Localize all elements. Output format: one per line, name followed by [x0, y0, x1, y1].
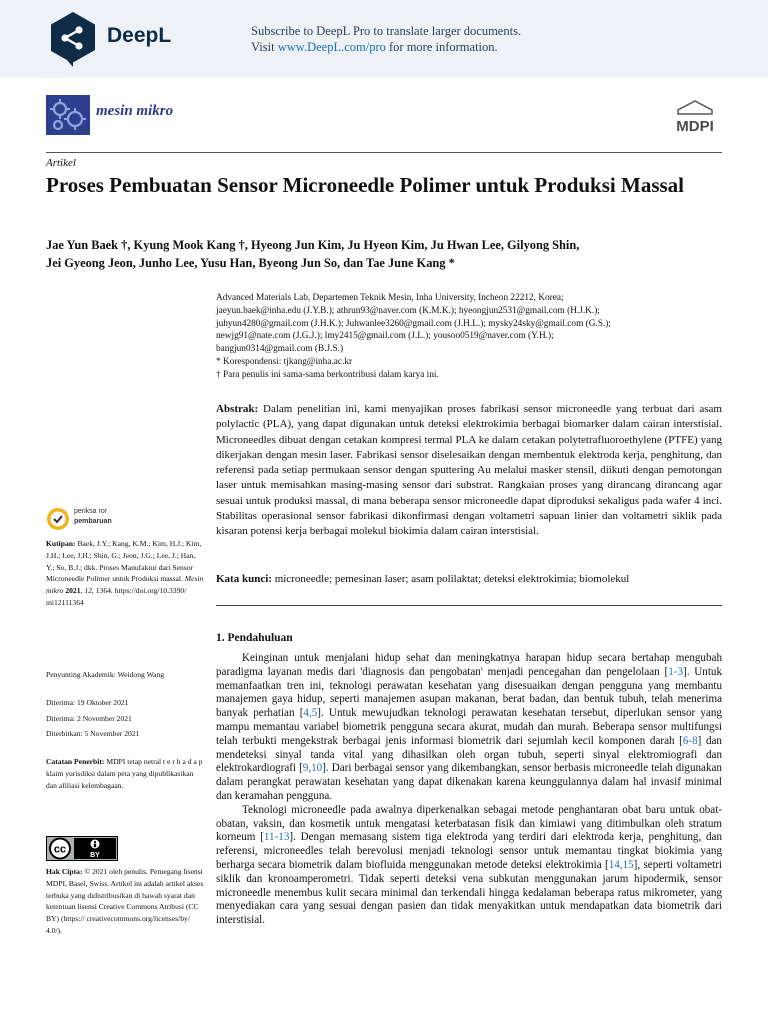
- publisher-note-text: MDPI tetap netral t e r h a d a p klaim yurisdiksi dalam peta yang dipublikasikan dan afiliasi kelembagaan.: [46, 757, 203, 790]
- author-list: [46, 236, 726, 272]
- copyright-text: © 2021 oleh penulis. Pemegang lisensi MDPI, Basel, Swiss. Artikel ini adalah artikel akses terbuka yang didistribusikan di bawah syarat dan ketentuan lisensi Creative Commons Atribusi (CC BY) (https:// creativecommons.org/licenses/by/ 4.0/).: [46, 867, 204, 935]
- svg-text:BY: BY: [90, 852, 100, 859]
- affiliation-line: Advanced Materials Lab, Departemen Teknik Mesin, Inha University, Incheon 22212, Korea;: [216, 293, 564, 303]
- date-accepted: Diterima: 2 November 2021: [46, 714, 132, 723]
- reference-link[interactable]: 9,10: [302, 762, 323, 775]
- deepl-pro-link[interactable]: www.DeepL.com/pro: [277, 40, 386, 54]
- deepl-banner: [0, 0, 768, 78]
- journal-name: mesin mikro: [96, 103, 174, 119]
- banner-line-2-prefix: Visit: [251, 40, 278, 54]
- abstract-label: Abstrak:: [216, 403, 259, 415]
- affiliation-line: juhyun4280@gmail.com (J.H.K.); Juhwanlee3260@gmail.com (J.H.L.); mysky24sky@gmail.com (G.S.);: [216, 318, 611, 329]
- p1-text-b: ]. Untuk memanfaatkan tren ini, teknologi perawatan kesehatan yang disesuaikan dengan pengguna yang membantu manajemen gaya hidup, seperti manajemen asupan makanan, berat badan, dan bentuk tubuh, telah menerima banyak perhatian [: [216, 665, 722, 720]
- reference-link[interactable]: 1-3: [668, 665, 683, 678]
- deepl-brand: DeepL: [107, 24, 172, 47]
- article-type: Artikel: [46, 157, 76, 169]
- date-received: Diterima: 19 Oktober 2021: [46, 698, 129, 707]
- p1-text-c: ]. Untuk mewujudkan teknologi perawatan kesehatan tersebut, diperlukan sensor yang mampu memantau variabel biometrik pengguna secara akurat, mudah dan murah. Beberapa sensor multifungsi telah terbukti mengekstrak berbagai jenis informasi biometrik dari sejumlah kecil komponen darah [: [216, 707, 722, 747]
- citation-journal: Mesin mikro: [46, 574, 204, 596]
- section-divider: [216, 605, 722, 606]
- publisher-note: [46, 756, 204, 791]
- reference-link[interactable]: 6-8: [682, 734, 698, 747]
- p1-text-d: ] dan mendeteksi sinyal tanda vital yang dihasilkan oleh organ tubuh, seperti sinyal elektromiografi dan elektrokardiografi [: [216, 734, 722, 775]
- section-title: 1. Pendahuluan: [216, 632, 293, 644]
- check-for-updates-icon[interactable]: [46, 507, 70, 531]
- mdpi-logo-icon: [666, 100, 724, 136]
- keywords-label: Kata kunci:: [216, 573, 272, 585]
- authors-line-1: Jae Yun Baek †, Kyung Mook Kang †, Hyeong Jun Kim, Ju Hyeon Kim, Ju Hwan Lee, Gilyong Shin,: [46, 238, 580, 252]
- banner-message: [251, 23, 521, 55]
- authors-line-2: Jei Gyeong Jeon, Junho Lee, Yusu Han, Byeong Jun So, dan Tae June Kang *: [46, 256, 455, 270]
- banner-line-2-suffix: for more information.: [385, 40, 498, 54]
- p2-text-b: ]. Dengan memasang sistem tiga elektroda yang terdiri dari elektroda kerja, penghitung, dan referensi, microneedles telah berevolusi menjadi teknologi sensor untuk memantau tingkat biokimia yang berharga secara biometrik dalam biofluida menggunakan metode deteksi elektrokimia [: [216, 831, 722, 871]
- paragraph-2: [216, 804, 722, 928]
- check-line-1: periksa ror: [74, 508, 108, 515]
- reference-link[interactable]: 11-13: [263, 831, 290, 844]
- correspondence: * Korespondensi: tjkang@inha.ac.kr: [216, 356, 353, 367]
- date-published: Diterbitkan: 5 November 2021: [46, 729, 140, 738]
- equal-contribution-note: † Para penulis ini sama-sama berkontribusi dalam karya ini.: [216, 369, 439, 380]
- article-title: Proses Pembuatan Sensor Microneedle Polimer untuk Produksi Massal: [46, 173, 684, 197]
- citation-volume: , 12: [80, 586, 92, 596]
- check-line-2: pembaruan: [74, 518, 112, 525]
- abstract: [216, 402, 722, 540]
- copyright-label: Hak Cipta:: [46, 867, 83, 876]
- journal-logo-icon: [46, 95, 90, 135]
- reference-link[interactable]: 14,15: [608, 858, 634, 871]
- svg-text:cc: cc: [53, 843, 67, 856]
- banner-line-1: Subscribe to DeepL Pro to translate larger documents.: [251, 24, 522, 38]
- p1-text-a: Keinginan untuk menjalani hidup sehat dan meningkatnya harapan hidup secara bertahap mengubah paradigma layanan medis dari 'diagnosis dan pengobatan' menjadi pencegahan dan pengelolaan [: [216, 652, 722, 678]
- paragraph-1: [216, 652, 722, 804]
- banner-line-2: [251, 39, 521, 55]
- academic-editor: Penyunting Akademik: Weidong Wang: [46, 670, 165, 679]
- citation-doi[interactable]: , 1364. https://doi.org/10.3390/ mi12111364: [46, 586, 187, 607]
- p1-text-e: ]. Dari berbagai sensor yang dikembangkan, sensor berbasis microneedle telah digunakan dalam perangkat perawatan kesehatan yang dapat dikenakan karena keunggulannya dalam hal invasif minimal dan keramahan pengguna.: [216, 762, 722, 802]
- p2-text-a: Teknologi microneedle pada awalnya diperkenalkan sebagai metode penghantaran obat baru untuk obat-obatan, vaksin, dan kosmetik untuk mengatasi keterbatasan fisik dan kimiawi yang ditimbulkan oleh stratum korneum [: [216, 803, 722, 844]
- deepl-logo-icon: [48, 10, 98, 68]
- citation-year: 2021: [63, 586, 81, 596]
- check-for-updates[interactable]: [74, 507, 112, 527]
- copyright-block: [46, 866, 204, 937]
- p2-text-c: ], seperti voltametri siklik dan kronoamperometri. Tidak seperti deteksi vena subkutan menggunakan jarum hipodermik, sensor microneedle menembus kulit secara minimal dan terkendali hingga kedalaman beberapa ratus mikrometer, yang menyediakan cara yang sesuai dengan pasien dan tidak menyakitkan untuk mendapatkan data biometrik dari interstisial.: [216, 858, 722, 927]
- affiliation-line: jaeyun.baek@inha.edu (J.Y.B.); athrun93@naver.com (K.M.K.); hyeongjun2531@gmail.com (H.J.K.);: [216, 305, 600, 316]
- citation-text: Baek, J.Y.; Kang, K.M.; Kim, H.J.; Kim, J.H.; Lee, J.H.; Shin, G.; Jeon, J.G.; Lee, J.; Han, Y.; So, B.J.; dkk. Proses Manufaktur dari Sensor Microneedle Polimer untuk Produksi massal.: [46, 539, 202, 584]
- publisher-note-label: Catatan Penerbit:: [46, 757, 105, 766]
- keywords: [216, 572, 722, 587]
- affiliations: [216, 292, 726, 382]
- abstract-text: Dalam penelitian ini, kami menyajikan proses fabrikasi sensor microneedle yang terbuat dari asam polylactic (PLA), yang dapat digunakan untuk deteksi elektrokimia berbagai biomarker dalam cairan interstisial. Microneedles dibuat dengan cetakan kompresi termal PLA ke dalam cetakan polytetrafluoroethylene (PTFE) yang dikerjakan dengan mesin laser. Fabrikasi sensor diselesaikan dengan membentuk elektroda kerja, penghitung, dan referensi pada setiap permukaan sensor dengan sputtering Au melalui masker stensil, diikuti dengan pemotongan laser untuk memisahkan masing-masing sensor dari substrat. Rangkaian proses yang dirancang dirancang agar sesuai untuk produksi massal, di mana beberapa sensor microneedle dapat diproduksi sekaligus pada wafer 4 inci. Stabilitas operasional sensor fabrikasi dikonfirmasi dengan voltametri sapuan linier dan voltametri siklik pada kisaran potensi kerja berbagai molekul biokimia dalam cairan interstisial.: [216, 403, 722, 538]
- keywords-text: microneedle; pemesinan laser; asam polilaktat; deteksi elektrokimia; biomolekul: [271, 573, 630, 585]
- affiliation-line: bangjun0314@gmail.com (B.J.S.): [216, 344, 344, 355]
- citation-label: Kutipan:: [46, 539, 76, 548]
- reference-link[interactable]: 4,5: [303, 707, 318, 720]
- mdpi-logo-text: MDPI: [676, 118, 714, 135]
- affiliation-line: newjg91@nate.com (J.G.J.); lmy2415@gmail.com (J.L.); yousoo0519@naver.com (Y.H.);: [216, 331, 554, 342]
- citation-block: [46, 538, 204, 609]
- cc-by-license-icon[interactable]: [46, 836, 118, 861]
- header-divider: [46, 152, 722, 153]
- introduction-body: [216, 652, 722, 928]
